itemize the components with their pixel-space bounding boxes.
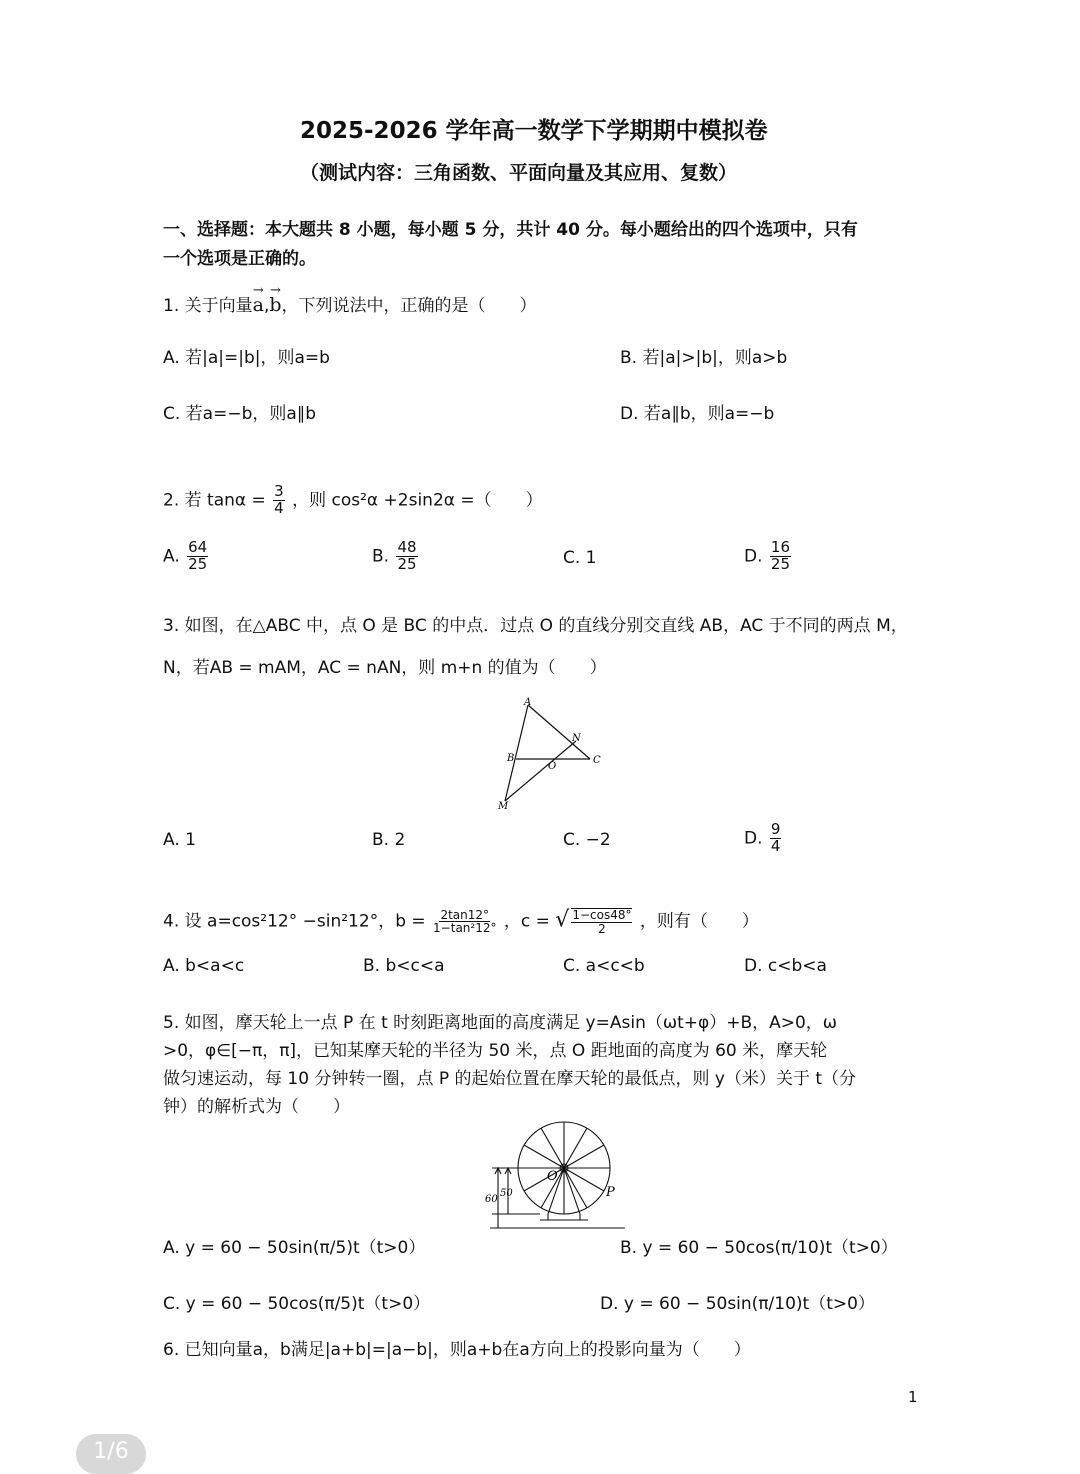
q3-option-b[interactable]: B. 2 [372,830,406,850]
page-title: 2025-2026 学年高一数学下学期期中模拟卷 [300,118,768,144]
q5-option-b[interactable]: B. y = 60 − 50cos(π/10)t（t>0） [620,1238,898,1258]
label-n: N [572,733,581,744]
q5-option-a[interactable]: A. y = 60 − 50sin(π/5)t（t>0） [163,1238,426,1258]
q3-option-a[interactable]: A. 1 [163,830,196,850]
label-c: C [593,755,601,766]
q1-option-d[interactable]: D. 若a∥b，则a=−b [620,404,775,424]
question-4-stem: 4. 设 a=cos²12° −sin²12°，b = $\frac{2\tan 12^\circ}{\text{1−tan²12°}}$ ，c = √ $\frac{1-\cos 48^\circ}{2}$ ，则有（ ） [163,907,759,936]
q3-option-d[interactable]: D. $\frac{9}{4}$ [744,820,781,855]
q3-option-c[interactable]: C. −2 [563,830,611,850]
page-indicator[interactable]: 1/6 [76,1434,146,1474]
question-5-line1: 5. 如图，摩天轮上一点 P 在 t 时刻距离地面的高度满足 y=Asin（ωt+φ）+B，A>0，ω [163,1013,838,1033]
page-subtitle: （测试内容：三角函数、平面向量及其应用、复数） [300,162,738,184]
section-heading-line2: 一个选项是正确的。 [163,249,316,269]
label-p: P [606,1185,615,1200]
q5-option-c[interactable]: C. y = 60 − 50cos(π/5)t（t>0） [163,1294,431,1314]
ferris-wheel-figure [480,1120,630,1235]
q2-option-c[interactable]: C. 1 [563,548,597,568]
triangle-figure [490,695,610,815]
label-b: B [507,753,515,764]
question-1-stem: 1. 关于向量→ a,→ b，下列说法中，正确的是（ ） [163,290,537,315]
question-3-line1: 3. 如图，在△ABC 中，点 O 是 BC 的中点．过点 O 的直线分别交直线 AB，AC 于不同的两点 M， [163,616,908,636]
question-6-stem: 6. 已知向量a，b满足|a+b|=|a−b|，则a+b在a方向上的投影向量为（ ） [163,1340,751,1360]
question-5-line4: 钟）的解析式为（ ） [163,1097,350,1117]
q4-option-a[interactable]: A. b<a<c [163,956,245,976]
label-o: O [548,761,557,772]
q4-option-c[interactable]: C. a<c<b [563,956,645,976]
page-number: 1 [908,1388,918,1406]
q4-option-b[interactable]: B. b<c<a [363,956,445,976]
q2-option-d[interactable]: D. $\frac{16}{25}$ [744,538,790,573]
question-2-stem: 2. 若 tanα = $\frac{3}{4}$ ，则 cos²α +2sin2α =（ ） [163,482,543,517]
section-heading-line1: 一、选择题：本大题共 8 小题，每小题 5 分，共计 40 分。每小题给出的四个选项中，只有 [163,220,858,240]
q1-option-b[interactable]: B. 若|a|>|b|，则a>b [620,348,788,368]
question-5-line2: >0，φ∈[−π，π]，已知某摩天轮的半径为 50 米，点 O 距地面的高度为 60 米，摩天轮 [163,1041,828,1061]
q1-option-a[interactable]: A. 若|a|=|b|，则a=b [163,348,330,368]
q2-option-a[interactable]: A. $\frac{64}{25}$ [163,538,208,573]
question-5-line3: 做匀速运动，每 10 分钟转一圈，点 P 的起始位置在摩天轮的最低点，则 y（米）关于 t（分 [163,1069,857,1089]
q2-option-b[interactable]: B. $\frac{48}{25}$ [372,538,417,573]
label-m: M [498,801,509,812]
label-o: O [547,1169,558,1184]
q5-option-d[interactable]: D. y = 60 − 50sin(π/10)t（t>0） [600,1294,875,1314]
label-radius: 50 [500,1188,513,1199]
q1-option-c[interactable]: C. 若a=−b，则a∥b [163,404,317,424]
label-a: A [524,697,532,708]
q4-option-d[interactable]: D. c<b<a [744,956,827,976]
label-height: 60 [485,1194,498,1205]
question-3-line2: N，若AB = mAM，AC = nAN，则 m+n 的值为（ ） [163,658,607,678]
